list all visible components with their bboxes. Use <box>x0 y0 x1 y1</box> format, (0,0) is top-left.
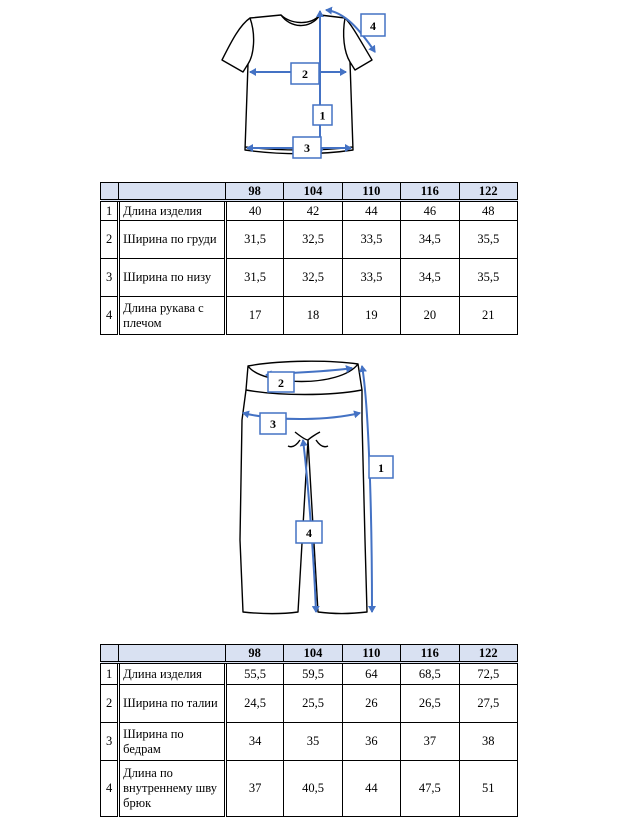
pants-marker-1 <box>369 456 393 478</box>
value-cell: 20 <box>401 297 459 335</box>
value-cell: 34,5 <box>401 221 459 259</box>
tshirt-marker-1 <box>313 105 332 125</box>
pants-marker-4 <box>296 521 322 543</box>
row-index: 4 <box>101 297 119 335</box>
tshirt-marker-2 <box>291 63 319 84</box>
row-label: Ширина по низу <box>119 259 226 297</box>
value-cell: 72,5 <box>459 663 517 685</box>
value-cell: 44 <box>342 761 400 817</box>
table-row <box>101 221 518 259</box>
header-index-cell <box>101 183 119 201</box>
value-cell: 19 <box>342 297 400 335</box>
row-index: 1 <box>101 663 119 685</box>
value-cell: 31,5 <box>225 221 283 259</box>
value-cell: 64 <box>342 663 400 685</box>
size-header: 122 <box>459 183 517 201</box>
row-index: 3 <box>101 723 119 761</box>
value-cell: 35,5 <box>459 259 517 297</box>
value-cell: 24,5 <box>225 685 283 723</box>
row-label: Длина по внутреннему шву брюк <box>119 761 226 817</box>
value-cell: 55,5 <box>225 663 283 685</box>
value-cell: 25,5 <box>284 685 342 723</box>
svg-text:2: 2 <box>278 376 284 390</box>
row-label: Ширина по груди <box>119 221 226 259</box>
value-cell: 26,5 <box>401 685 459 723</box>
size-header: 116 <box>401 645 459 663</box>
value-cell: 37 <box>401 723 459 761</box>
table-row <box>101 201 518 221</box>
row-label: Ширина по талии <box>119 685 226 723</box>
pants-diagram <box>230 355 400 625</box>
tshirt-marker-3 <box>293 137 321 158</box>
header-label-cell <box>119 183 226 201</box>
value-cell: 42 <box>284 201 342 221</box>
table-row <box>101 259 518 297</box>
value-cell: 47,5 <box>401 761 459 817</box>
size-header: 104 <box>284 183 342 201</box>
size-header: 122 <box>459 645 517 663</box>
size-header: 98 <box>225 645 283 663</box>
svg-text:3: 3 <box>304 141 310 155</box>
row-label: Длина изделия <box>119 663 226 685</box>
table-row <box>101 297 518 335</box>
value-cell: 34,5 <box>401 259 459 297</box>
value-cell: 32,5 <box>284 221 342 259</box>
header-label-cell <box>119 645 226 663</box>
value-cell: 27,5 <box>459 685 517 723</box>
svg-text:1: 1 <box>378 461 384 475</box>
size-header: 116 <box>401 183 459 201</box>
size-header: 110 <box>342 183 400 201</box>
table-row <box>101 685 518 723</box>
row-index: 1 <box>101 201 119 221</box>
value-cell: 38 <box>459 723 517 761</box>
row-index: 3 <box>101 259 119 297</box>
table-row <box>101 663 518 685</box>
tshirt-diagram <box>210 0 400 165</box>
pants-arrows <box>243 366 372 612</box>
svg-text:3: 3 <box>270 417 276 431</box>
value-cell: 26 <box>342 685 400 723</box>
value-cell: 51 <box>459 761 517 817</box>
tshirt-marker-4 <box>361 14 385 36</box>
value-cell: 32,5 <box>284 259 342 297</box>
svg-text:4: 4 <box>370 19 376 33</box>
header-index-cell <box>101 645 119 663</box>
row-label: Ширина по бедрам <box>119 723 226 761</box>
value-cell: 33,5 <box>342 221 400 259</box>
value-cell: 21 <box>459 297 517 335</box>
svg-text:1: 1 <box>319 108 326 123</box>
svg-text:2: 2 <box>302 67 308 81</box>
pants-table-header-row <box>101 645 518 663</box>
svg-text:4: 4 <box>306 526 312 540</box>
row-label: Длина рукава с плечом <box>119 297 226 335</box>
size-header: 98 <box>225 183 283 201</box>
size-header: 110 <box>342 645 400 663</box>
value-cell: 46 <box>401 201 459 221</box>
row-index: 2 <box>101 221 119 259</box>
value-cell: 31,5 <box>225 259 283 297</box>
value-cell: 33,5 <box>342 259 400 297</box>
value-cell: 40,5 <box>284 761 342 817</box>
pants-outline <box>240 361 367 613</box>
value-cell: 18 <box>284 297 342 335</box>
pants-marker-2 <box>268 372 294 392</box>
table-row <box>101 761 518 817</box>
pants-size-table <box>100 644 518 817</box>
value-cell: 68,5 <box>401 663 459 685</box>
value-cell: 48 <box>459 201 517 221</box>
tshirt-size-table <box>100 182 518 335</box>
value-cell: 17 <box>225 297 283 335</box>
value-cell: 59,5 <box>284 663 342 685</box>
table-row <box>101 723 518 761</box>
row-label: Длина изделия <box>119 201 226 221</box>
value-cell: 40 <box>225 201 283 221</box>
value-cell: 37 <box>225 761 283 817</box>
value-cell: 44 <box>342 201 400 221</box>
value-cell: 34 <box>225 723 283 761</box>
pants-marker-3 <box>260 413 286 434</box>
size-header: 104 <box>284 645 342 663</box>
value-cell: 35,5 <box>459 221 517 259</box>
row-index: 2 <box>101 685 119 723</box>
value-cell: 35 <box>284 723 342 761</box>
value-cell: 36 <box>342 723 400 761</box>
row-index: 4 <box>101 761 119 817</box>
tshirt-table-header-row <box>101 183 518 201</box>
